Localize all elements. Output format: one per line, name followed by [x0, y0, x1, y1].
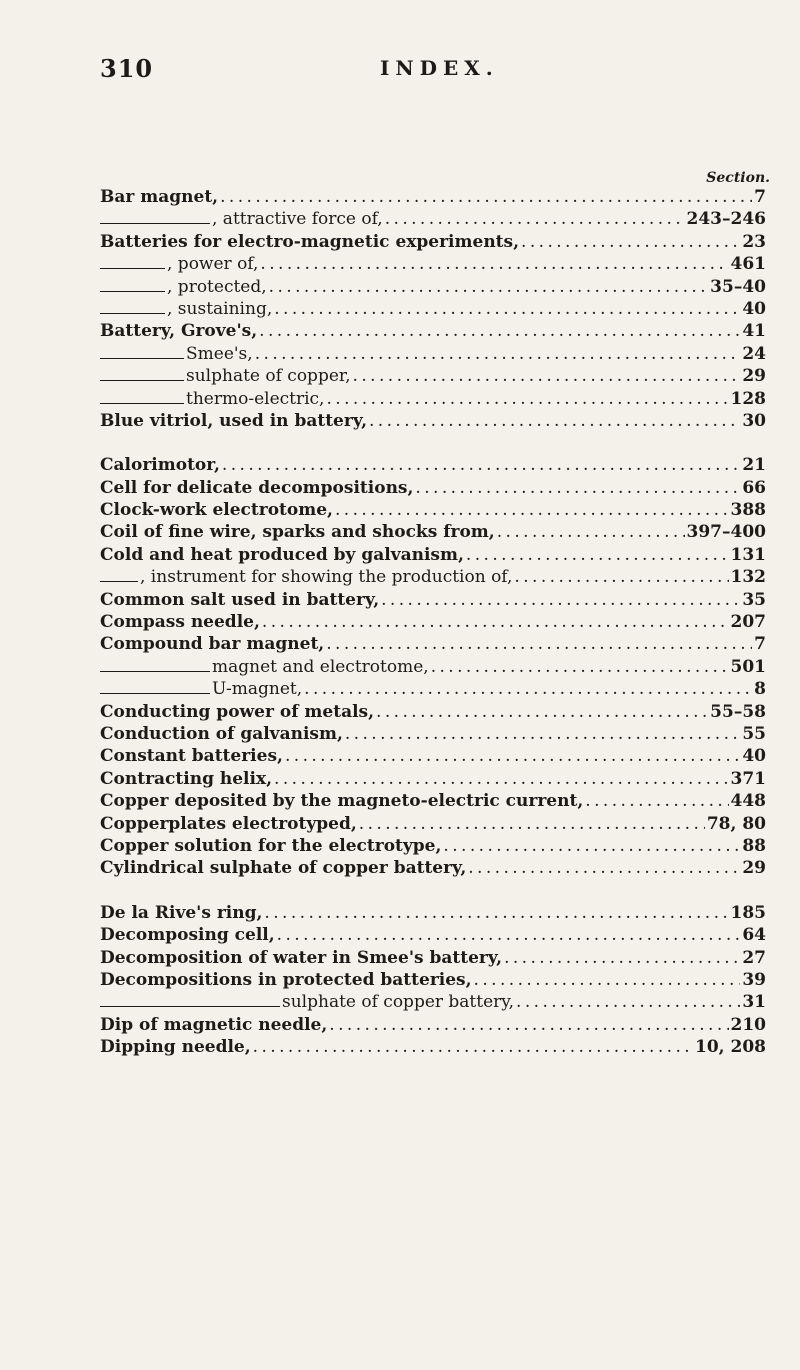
- index-entry: [100, 298, 766, 320]
- dot-leader: [353, 365, 741, 387]
- dot-leader: [431, 656, 729, 678]
- group-separator: [100, 880, 766, 902]
- section-reference: 210: [730, 1014, 766, 1035]
- index-term: Bar magnet,: [100, 187, 219, 207]
- section-reference: 39: [742, 969, 766, 990]
- section-reference: 21: [742, 455, 766, 476]
- dot-leader: [220, 186, 752, 208]
- index-term: sulphate of copper,: [186, 366, 351, 387]
- index-term: Clock-work electrotome,: [100, 500, 333, 521]
- dot-leader: [521, 231, 740, 253]
- section-column-label: Section.: [706, 170, 770, 186]
- ditto-rule: [100, 313, 165, 314]
- index-term: magnet and electrotome,: [212, 656, 429, 677]
- section-reference: 55: [742, 723, 766, 744]
- index-term: Common salt used in battery,: [100, 589, 380, 610]
- dot-leader: [516, 991, 740, 1013]
- dot-leader: [497, 521, 685, 543]
- index-term: Decomposing cell,: [100, 925, 275, 946]
- index-entry: [100, 276, 766, 298]
- dot-leader: [326, 633, 752, 655]
- section-reference: 66: [742, 477, 766, 498]
- index-term: Dip of magnetic needle,: [100, 1014, 328, 1035]
- index-term: , sustaining,: [167, 298, 273, 319]
- section-reference: 128: [730, 388, 766, 409]
- section-reference: 131: [730, 544, 766, 565]
- section-reference: 397–400: [686, 522, 766, 543]
- index-term: Contracting helix,: [100, 768, 273, 789]
- index-entry: [100, 410, 766, 432]
- section-reference: 461: [730, 254, 766, 275]
- index-term: Constant batteries,: [100, 746, 283, 767]
- dot-leader: [474, 969, 741, 991]
- index-term: Conduction of galvanism,: [100, 723, 343, 744]
- index-entry: [100, 208, 766, 230]
- dot-leader: [329, 1014, 728, 1036]
- dot-leader: [285, 745, 740, 767]
- index-entry: [100, 544, 766, 566]
- dot-leader: [253, 1036, 693, 1058]
- dot-leader: [259, 320, 740, 342]
- section-reference: 29: [742, 366, 766, 387]
- index-entry: [100, 701, 766, 723]
- section-reference: 501: [730, 656, 766, 677]
- ditto-rule: [100, 671, 210, 672]
- ditto-rule: [100, 268, 165, 269]
- section-reference: 29: [742, 858, 766, 879]
- index-term: Cell for delicate decompositions,: [100, 477, 414, 498]
- ditto-rule: [100, 403, 184, 404]
- index-list: [100, 186, 766, 1058]
- index-term: Dipping needle,: [100, 1037, 251, 1058]
- section-reference: 10, 208: [695, 1037, 766, 1058]
- index-entry: [100, 186, 766, 208]
- index-term: Decomposition of water in Smee's battery,: [100, 947, 503, 968]
- dot-leader: [262, 611, 729, 633]
- index-entry: [100, 656, 766, 678]
- section-reference: 8: [754, 679, 766, 700]
- index-entry: [100, 835, 766, 857]
- index-term: , attractive force of,: [212, 209, 383, 230]
- dot-leader: [385, 208, 685, 230]
- index-entry: [100, 790, 766, 812]
- index-term: Compound bar magnet,: [100, 634, 325, 655]
- section-reference: 23: [742, 231, 766, 252]
- section-reference: 448: [730, 791, 766, 812]
- dot-leader: [381, 589, 740, 611]
- index-term: , instrument for showing the production of,: [140, 567, 513, 588]
- section-reference: 243–246: [686, 209, 766, 230]
- dot-leader: [277, 924, 741, 946]
- ditto-rule: [100, 291, 165, 292]
- dot-leader: [260, 253, 728, 275]
- section-reference: 30: [742, 410, 766, 431]
- section-reference: 185: [730, 902, 766, 923]
- index-entry: [100, 566, 766, 588]
- index-entry: [100, 253, 766, 275]
- running-head: INDEX.: [380, 56, 499, 80]
- index-entry: [100, 320, 766, 342]
- index-entry: [100, 924, 766, 946]
- section-reference: 31: [742, 992, 766, 1013]
- ditto-rule: [100, 1006, 280, 1007]
- dot-leader: [345, 723, 740, 745]
- section-reference: 40: [742, 298, 766, 319]
- section-reference: 78, 80: [706, 813, 766, 834]
- section-reference: 27: [742, 947, 766, 968]
- section-reference: 88: [742, 835, 766, 856]
- section-reference: 7: [754, 187, 766, 207]
- index-entry: [100, 678, 766, 700]
- index-entry: [100, 521, 766, 543]
- section-reference: 64: [742, 925, 766, 946]
- index-term: Copper solution for the electrotype,: [100, 835, 442, 856]
- dot-leader: [415, 477, 740, 499]
- index-entry: [100, 589, 766, 611]
- index-term: Coil of fine wire, sparks and shocks from,: [100, 522, 495, 543]
- dot-leader: [466, 544, 729, 566]
- index-entry: [100, 969, 766, 991]
- index-term: sulphate of copper battery,: [282, 992, 515, 1013]
- dot-leader: [264, 902, 728, 924]
- section-reference: 371: [730, 768, 766, 789]
- dot-leader: [269, 276, 709, 298]
- dot-leader: [376, 701, 708, 723]
- ditto-rule: [100, 223, 210, 224]
- ditto-rule: [100, 693, 210, 694]
- section-reference: 388: [730, 500, 766, 521]
- dot-leader: [514, 566, 728, 588]
- section-reference: 41: [742, 321, 766, 342]
- index-entry: [100, 388, 766, 410]
- index-term: Cylindrical sulphate of copper battery,: [100, 858, 467, 879]
- index-entry: [100, 343, 766, 365]
- section-reference: 55–58: [710, 701, 766, 722]
- index-term: Blue vitriol, used in battery,: [100, 410, 367, 431]
- index-entry: [100, 633, 766, 655]
- index-entry: [100, 768, 766, 790]
- index-term: Decompositions in protected batteries,: [100, 969, 472, 990]
- ditto-rule: [100, 358, 184, 359]
- dot-leader: [274, 298, 740, 320]
- index-term: , protected,: [167, 276, 267, 297]
- index-term: thermo-electric,: [186, 388, 325, 409]
- section-reference: 207: [730, 612, 766, 633]
- index-entry: [100, 477, 766, 499]
- index-entry: [100, 611, 766, 633]
- dot-leader: [504, 947, 740, 969]
- index-entry: [100, 1014, 766, 1036]
- index-entry: [100, 231, 766, 253]
- index-term: Smee's,: [186, 343, 253, 364]
- index-entry: [100, 991, 766, 1013]
- index-term: De la Rive's ring,: [100, 902, 263, 923]
- dot-leader: [222, 454, 740, 476]
- page-number: 310: [100, 54, 154, 83]
- index-entry: [100, 723, 766, 745]
- section-reference: 132: [730, 567, 766, 588]
- ditto-rule: [100, 581, 138, 582]
- dot-leader: [468, 857, 740, 879]
- index-term: Battery, Grove's,: [100, 321, 258, 342]
- index-entry: [100, 1036, 766, 1058]
- index-term: Calorimotor,: [100, 455, 220, 476]
- dot-leader: [359, 813, 705, 835]
- index-entry: [100, 745, 766, 767]
- dot-leader: [443, 835, 740, 857]
- dot-leader: [335, 499, 729, 521]
- ditto-rule: [100, 380, 184, 381]
- index-term: U-magnet,: [212, 679, 303, 700]
- group-separator: [100, 432, 766, 454]
- dot-leader: [326, 388, 728, 410]
- dot-leader: [255, 343, 741, 365]
- index-entry: [100, 813, 766, 835]
- index-entry: [100, 902, 766, 924]
- index-term: Conducting power of metals,: [100, 701, 375, 722]
- index-entry: [100, 857, 766, 879]
- section-reference: 35: [742, 589, 766, 610]
- index-entry: [100, 454, 766, 476]
- index-term: Copper deposited by the magneto-electric current,: [100, 791, 584, 812]
- section-reference: 24: [742, 343, 766, 364]
- index-term: Cold and heat produced by galvanism,: [100, 544, 464, 565]
- index-term: Copperplates electrotyped,: [100, 813, 357, 834]
- dot-leader: [304, 678, 752, 700]
- section-reference: 35–40: [710, 276, 766, 297]
- index-entry: [100, 499, 766, 521]
- index-term: Compass needle,: [100, 612, 260, 633]
- section-reference: 7: [754, 634, 766, 655]
- dot-leader: [274, 768, 728, 790]
- index-entry: [100, 365, 766, 387]
- dot-leader: [369, 410, 740, 432]
- index-term: Batteries for electro-magnetic experiments,: [100, 231, 520, 252]
- dot-leader: [585, 790, 728, 812]
- index-term: , power of,: [167, 254, 259, 275]
- section-reference: 40: [742, 746, 766, 767]
- index-entry: [100, 947, 766, 969]
